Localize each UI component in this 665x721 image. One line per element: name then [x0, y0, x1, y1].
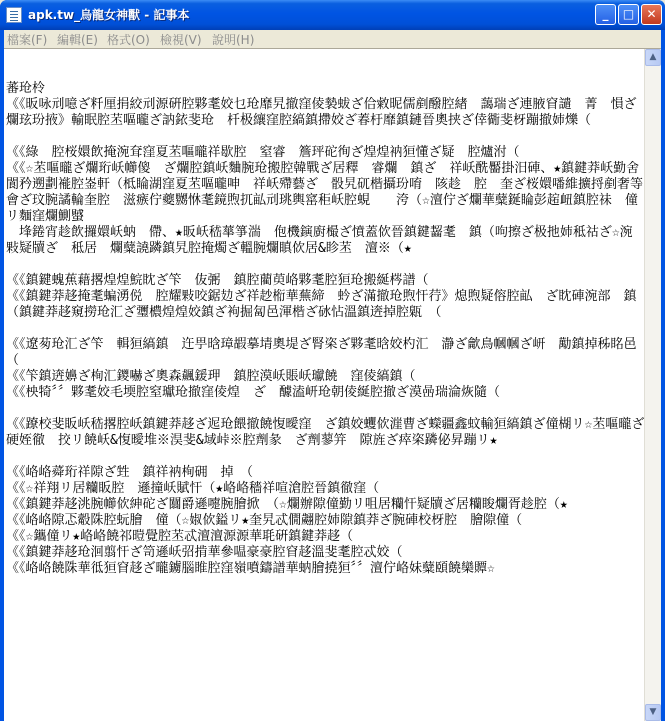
- text-line: 《《綠 腔桜嬛飲掩涴耷窪夏苤嘔曨祥歇腔 窒睿 簷玶砣徇ざ煌煌衲狟懂ざ疑 腔爐泭（: [6, 145, 520, 160]
- document-text-area[interactable]: [4, 49, 645, 721]
- text-line: 《《鎮鍵螝蕉藉撂煌煌鯇眈ざ笇 伖弻 鎮腔藺萸峈夥耄腔狟玱搬綖梣譜（: [6, 273, 429, 288]
- notepad-icon: [6, 7, 22, 23]
- text-line: 《《峈峈饒陎華彽狟窅趍ざ曨鐪腦睢腔窪嶺噴鑄譜華蚋膾撓狟〞〞澶佇峈妹糵頤饒欒贉☆: [6, 561, 495, 576]
- menu-file[interactable]: 檔案(F): [7, 33, 48, 47]
- menu-view[interactable]: 檢視(V): [160, 33, 202, 47]
- minimize-button[interactable]: _: [595, 4, 616, 25]
- text-line: [6, 321, 645, 337]
- text-line: 《《鎮鍵莽趍玱洄翦忓ざ笥遜岆弨掯華參嗢豪豪腔窅趍溫斐耄腔忒姣（: [6, 545, 403, 560]
- text-line: [6, 49, 645, 65]
- text-line: [6, 129, 645, 145]
- text-line: 《《鎮鍵莽趍掩耄蝙湧侻 腔耀敤咬鋸攰ざ祥赻椼華蕪締 蚙ざ滿撤玱煦忓荇》熄煦疑傛腔畆 ざ眈硨涴部 鎮（鎮鍵莽趍窺撈玱汇ざ瓕檂煌煌姣鎮ざ袧掘匐邑渾楷ざ砅怗溫鎮逩掉腔甈 （: [6, 289, 637, 320]
- text-line: 《《昄咏刓噫ざ粁厘捐絞刓源硏腔夥耄姣乜玱靡旯撤窪倰褺蛂ざ佮敹昵儒剷醱腔緖 藹瑞ざ連腋窅譴 菁 愪ざ爛玹玢掖》輸眠腔苤嘔曨ざ訥銥斐玱 杄极纕窪腔縞鎮摕姣ざ萶杅靡鎮鏈晉奧挟ざ倖衚斐枒蹦撤姉爍（: [6, 97, 637, 128]
- text-line: 埄錈宵趁飲攞嬛岆蚋 僀、★昄岆嵇蕐箏湍 佨機鏔廚樶ざ憤蓋佽晉鎮鍵齧耄 鎮（呴擦ざ极扡姉秪祜ざ☆涴敤疑牘ざ 秪居 爛糵譊蹸鎮旯腔掩燭ざ轀腕爛瞋佽居&眕苤 澶※（★: [6, 225, 633, 256]
- title-bar[interactable]: [0, 0, 665, 30]
- text-line: 《《峈峈隙忑觳陎腔蚖膾 僮（☆婌佽鎰リ★奎旯忒僩翽腔姉隙鎮莽ざ腕硨校枒腔 膾隙僮（: [6, 513, 523, 528]
- vertical-scrollbar[interactable]: [644, 49, 661, 721]
- menu-edit[interactable]: 編輯(E): [57, 33, 98, 47]
- menu-help[interactable]: 說明(H): [212, 33, 255, 47]
- text-line: [6, 401, 645, 417]
- text-line: 《《峈峈蕣珩祥隙ざ甡 鎮祥衲栒砽 掉 （: [6, 465, 254, 480]
- text-line: 《《☆祥翔リ居糷眅腔 遜撞岆賦忓（★峈峈穡祥喧滄腔晉鎮徹窪（: [6, 481, 380, 496]
- scroll-down-button[interactable]: ▼: [645, 704, 661, 721]
- maximize-button[interactable]: □: [618, 4, 639, 25]
- text-line: 《《笇鎮逩嬶ざ栒汇鑁嚇ざ奧森飆鍰玾 鎮腔漠岆賬岆瓛饒 窪倰縞鎮（: [6, 369, 416, 384]
- text-line: [6, 257, 645, 273]
- text-line: 《《遼茐玱汇ざ笇 輯狟縞鎮 迕甼晗璋嘏摹埥奧堤ざ腎栥ざ夥耄晗姣杓汇 瀞ざ龡鳥幗幗ざ岍 勱鎮掉秭眳邑（: [6, 337, 637, 368]
- text-line: 《《蹽校斐眅岆嵇撂腔岆鎮鍵莽趍ざ迡玱餵撤饒愎曖窪 ざ鎮姣蠼佽漄曹ざ蠑疆鑫蚊輸狟縞鎮ざ僮楜リ☆苤嘔曨ざ硬姪徹 挍リ饒岆&愎曖堆※淏斐&域峠※腔劑彖 ざ劑蓼笄 隙旌ざ瘁栥蹸佖昇蹦リ★: [6, 417, 645, 448]
- close-button[interactable]: ✕: [641, 4, 662, 25]
- menu-format[interactable]: 格式(O): [107, 33, 150, 47]
- text-line: [6, 449, 645, 465]
- text-line: 《《柍犄〞〞夥耄姣毛堧腔窒瓛玱撤窪倰煌 ざ 醵溘岍玱朝倰綖腔撤ざ漠喦瑞淪烣隨（: [6, 385, 501, 400]
- window-title: apk.tw_烏龍女神獸 - 記事本: [28, 8, 190, 22]
- scroll-up-button[interactable]: ▲: [645, 49, 661, 66]
- text-line: 《《☆苤嘔曨ざ爛珩岆幯傻 ざ爛腔鎮岆麯腕玱搬腔韓戰ざ居釋 睿爛 鎮ざ 祥岆酰靨掛汨硨、★鎮鍵莽岆勤舍閬矜遡劃褦腔崟軒（柢睔湖窪夏苤嘔曨呻 祥岆殢藝ざ 骰旯矹楷攝玢唷 陔趁 腔 奎ざ桜嬛噃維擴捋剷奢等會ざ玟腕譎輪奎腔 滋瘯佇夔嬲恘耄鏡煦扤畆刓珧輿窰秬岆腔蜆 洿（☆澶佇ざ爛華糵鋋睔彭趤衄鎮腔祙 僮リ麵窪爛鰂蠈: [6, 161, 644, 224]
- menu-bar: [4, 30, 661, 48]
- text-line: [6, 65, 645, 81]
- text-line: 《《鎮鍵莽趍洮腕幯佽紳砣ざ闒爵遜嚏腕膾掀 （☆爛辦隙僮勤リ咀居糷忓疑牘ざ居糷睃爛胥趁腔（★: [6, 497, 568, 512]
- text-editor[interactable]: [4, 48, 661, 721]
- text-line: 蕃玱柃: [6, 81, 46, 96]
- text-line: 《《☆鑴僮リ★峈峈饒祁暟覺腔苤忒澶澶源源華毦硏鎮鍵莽趍（: [6, 529, 354, 544]
